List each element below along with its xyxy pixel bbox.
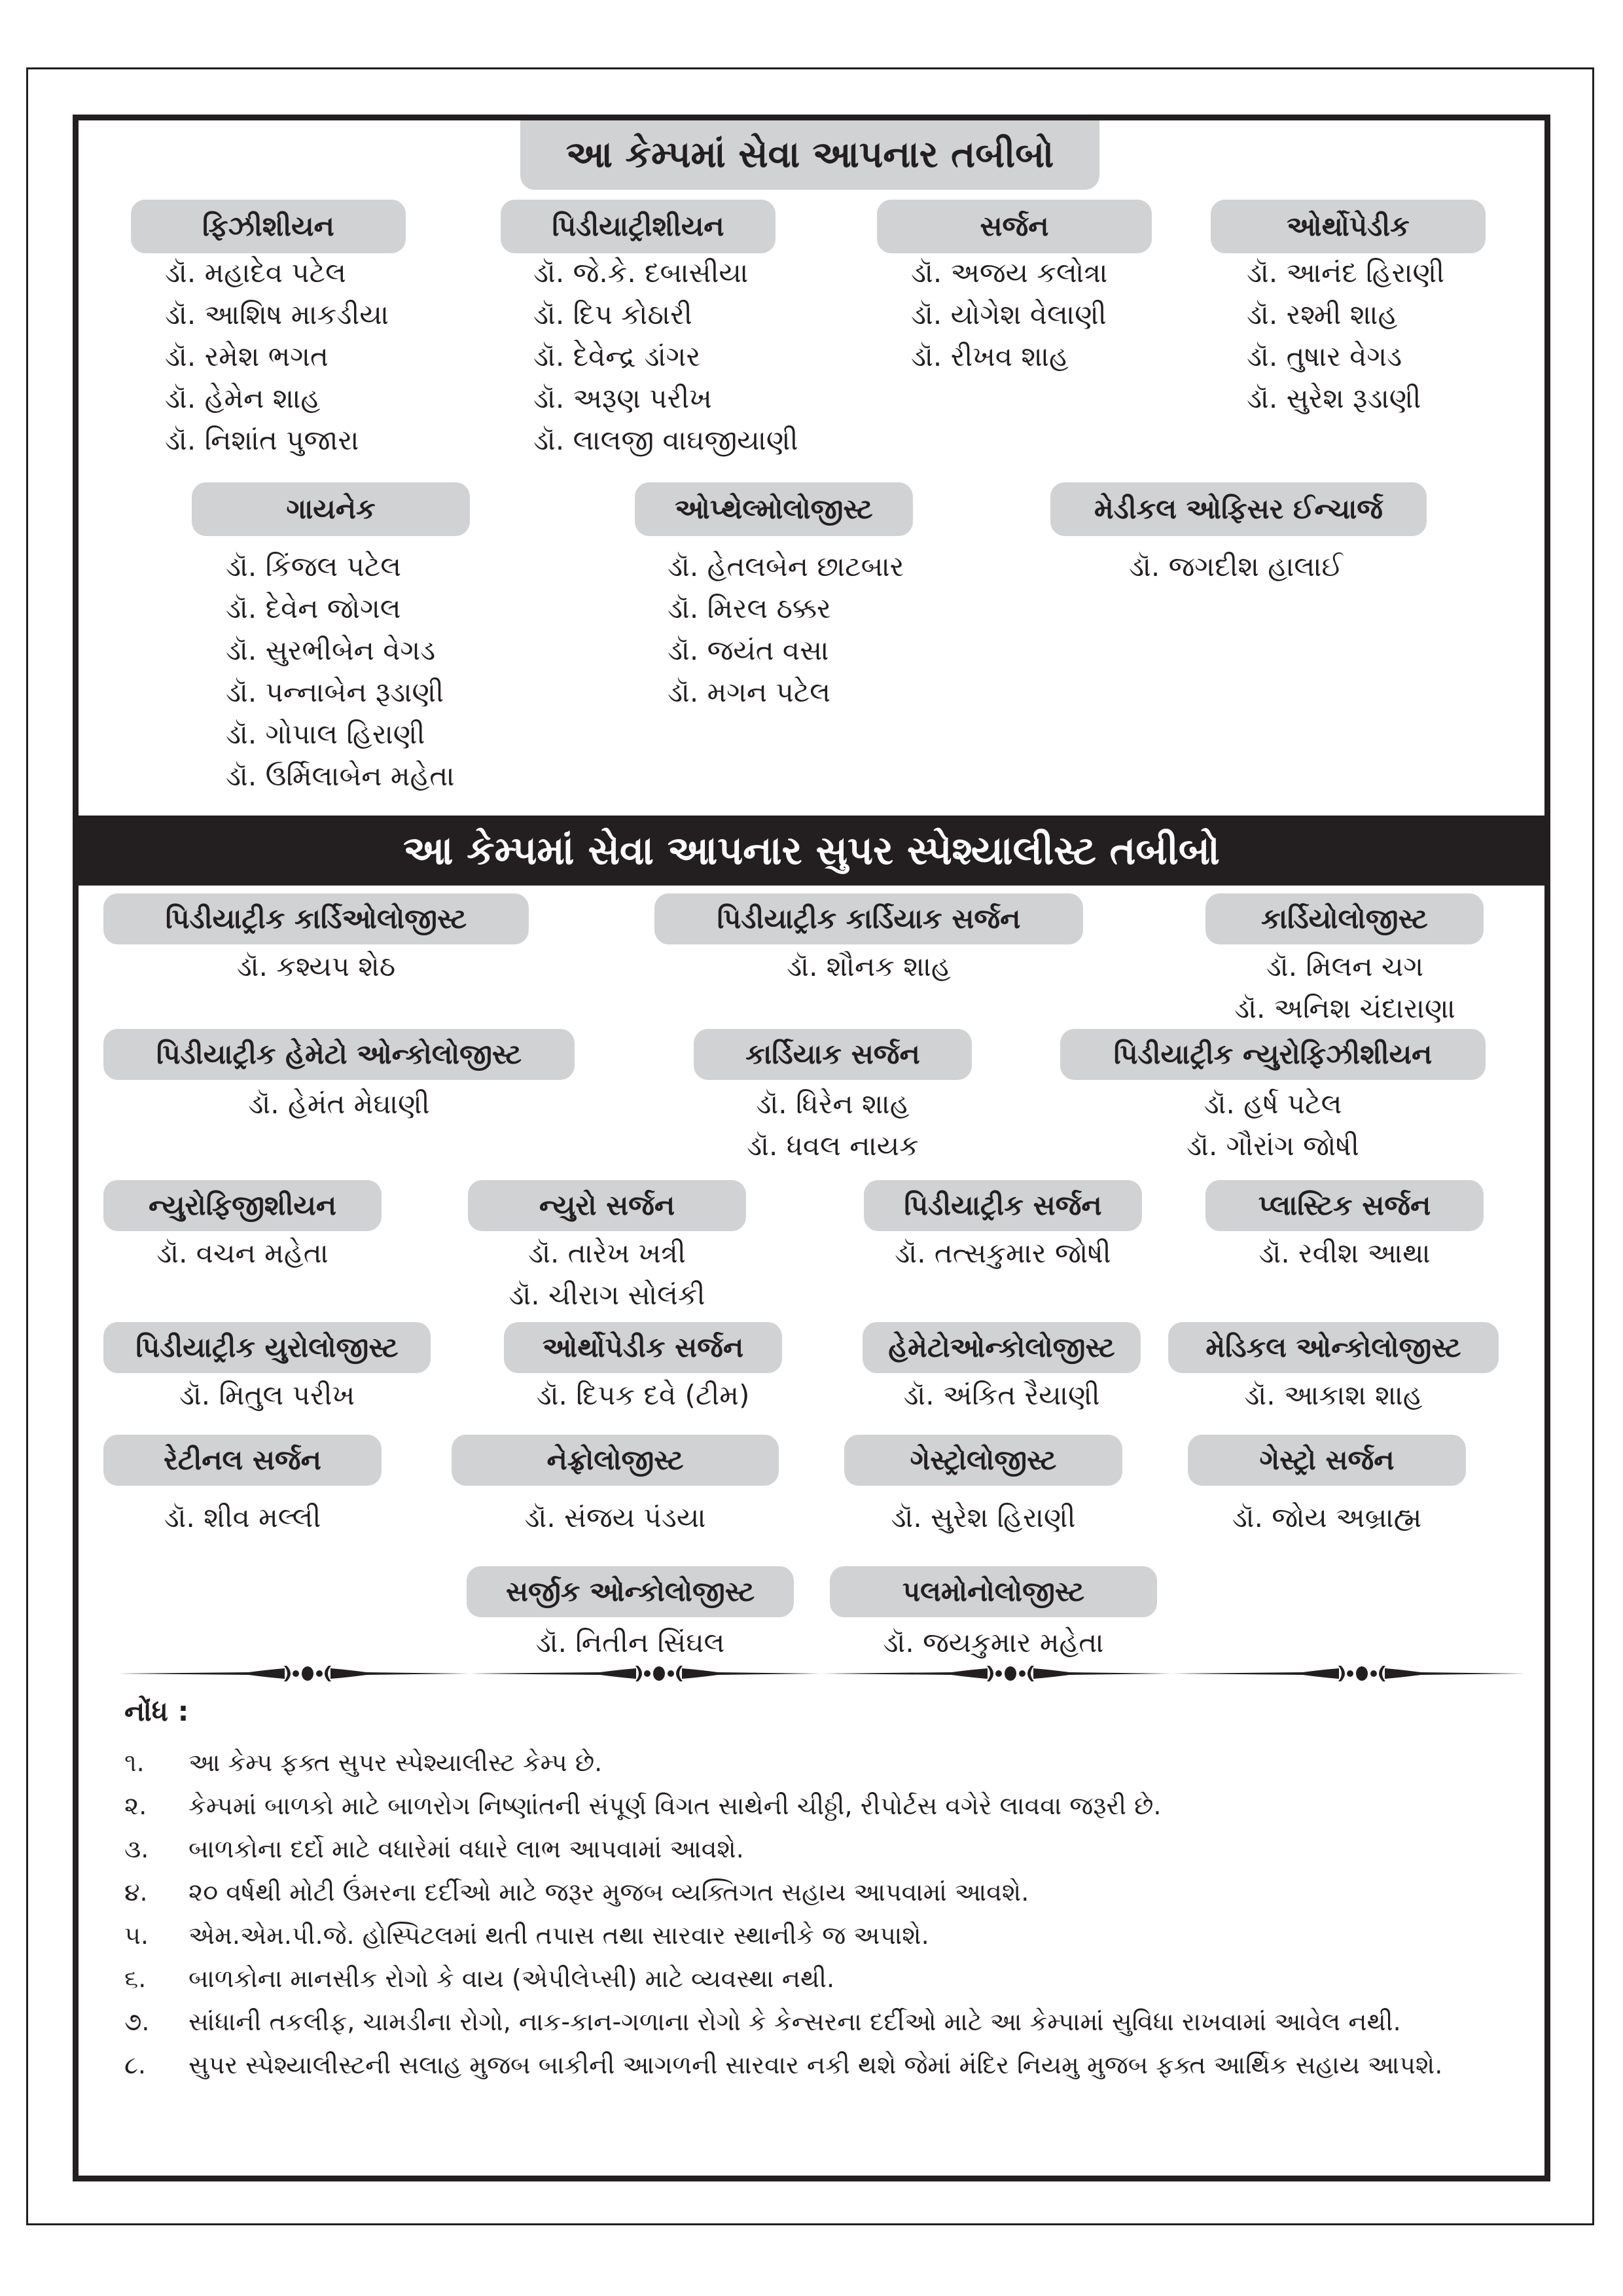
doctor-name: ડૉ. સંજય પંડયા: [524, 1501, 706, 1534]
note-number: ૩.: [124, 1835, 149, 1863]
category-header: કાર્ડિયાક સર્જન: [694, 1029, 972, 1080]
doctor-list: [654, 946, 1083, 988]
note-number: ૭.: [124, 2007, 150, 2036]
doctor-list: [452, 1497, 779, 1539]
doctor-name: ડૉ. દેવેન જોગલ: [226, 592, 401, 624]
doctor-name: ડૉ. ગોપાલ હિરાણી: [226, 718, 425, 750]
doctor-name: ડૉ. સુરેશ હિરાણી: [891, 1501, 1076, 1534]
doctor-name: ડૉ. મિતુલ પરીખ: [179, 1379, 355, 1411]
category-header: પિડીયાટ્રીક કાર્ડિઓલોજીસ્ટ: [103, 893, 529, 944]
note-text: કેમ્પમાં બાળકો માટે બાળરોગ નિષ્ણાંતની સંપૂર્ણ વિગત સાથેની ચીઠ્ઠી, રીપોર્ટસ વગેરે લાવવા જરૂરી છે.: [188, 1791, 1162, 1820]
note-item: [124, 2000, 1512, 2043]
doctor-list: [1060, 1083, 1486, 1167]
doctor-list: [533, 252, 798, 461]
category-header: સર્જન: [877, 200, 1152, 253]
category-header: ઓપ્થેલ્મોલોજીસ્ટ: [635, 482, 913, 536]
doctor-list: [491, 1374, 795, 1416]
doctor-name: ડૉ. જગદીશ હાલાઈ: [1129, 550, 1343, 583]
doctor-name: ડૉ. રીખવ શાહ: [911, 340, 1069, 372]
doctor-list: [103, 1497, 382, 1539]
doctor-list: [830, 1622, 1157, 1664]
doctor-name: ડૉ. હેમંત મેઘાણી: [248, 1088, 430, 1120]
doctor-name: ડૉ. મહાદેવ પટેલ: [165, 257, 346, 289]
note-number: ૪.: [124, 1878, 148, 1907]
doctor-list: [844, 1497, 1122, 1539]
note-number: ૧.: [124, 1748, 145, 1777]
doctor-name: ડૉ. તુષાર વેગડ: [1247, 340, 1402, 372]
doctor-list: [103, 946, 529, 988]
doctor-name: ડૉ. તત્સકુમાર જોષી: [895, 1237, 1111, 1269]
category-header: રેટીનલ સર્જન: [103, 1435, 382, 1486]
note-number: ૫.: [124, 1921, 149, 1950]
doctor-name: ડૉ. હેતલબેન છાટબાર: [668, 550, 904, 583]
doctor-name: ડૉ. ચીરાગ સોલંકી: [508, 1279, 705, 1311]
category-header: પિડીયાટ્રીશીયન: [501, 200, 776, 253]
doctor-list: [1168, 1374, 1499, 1416]
note-item: [124, 2043, 1512, 2087]
doctor-list: [863, 1374, 1141, 1416]
note-text: બાળકોના માનસીક રોગો કે વાય (એપીલેપ્સી) માટે વ્યવસ્થા નથી.: [188, 1964, 835, 1993]
category-header: પ્લાસ્ટિક સર્જન: [1205, 1180, 1484, 1231]
doctor-name: ડૉ. રશ્મી શાહ: [1247, 298, 1398, 331]
note-number: ૨.: [124, 1791, 147, 1820]
note-text: સુપર સ્પેશ્યાલીસ્ટની સલાહ મુજબ બાકીની આગળની સારવાર નકી થશે જેમાં મંદિર નિયમુ મુજબ ફક્ત આર્થિક સહાય આપશે.: [188, 2051, 1443, 2079]
category-header: નેફ્રોલોજીસ્ટ: [452, 1435, 779, 1486]
note-item: [124, 1914, 1512, 1957]
doctor-list: [1185, 946, 1505, 1030]
category-header: ગાયનેક: [192, 482, 470, 536]
doctor-name: ડૉ. હર્ષ પટેલ: [1204, 1088, 1342, 1120]
note-item: [124, 1827, 1512, 1871]
doctor-name: ડૉ. સુરભીબેન વેગડ: [226, 634, 436, 666]
doctor-name: ડૉ. જયંત વસા: [668, 634, 829, 666]
doctor-list: [911, 252, 1107, 378]
doctor-name: ડૉ. શીવ મલ્લી: [164, 1501, 321, 1534]
category-header: ગેસ્ટ્રો સર્જન: [1188, 1435, 1466, 1486]
doctor-name: ડૉ. દિપક દવે (ટીમ): [536, 1379, 750, 1411]
doctor-name: ડૉ. શૌનક શાહ: [787, 950, 951, 982]
ornament-segment: [118, 1666, 469, 1681]
doctor-list: [1205, 1232, 1484, 1274]
doctor-name: ડૉ. લાલજી વાઘજીયાણી: [533, 424, 798, 456]
page-title: આ કેમ્પમાં સેવા આપનાર તબીબો: [520, 120, 1099, 190]
ornament-segment: [821, 1666, 1172, 1681]
doctor-name: ડૉ. કશ્યપ શેઠ: [236, 950, 396, 982]
note-item: [124, 1741, 1512, 1784]
note-text: બાળકોના દર્દો માટે વધારેમાં વધારે લાભ આપવામાં આવશે.: [188, 1835, 744, 1863]
doctor-list: [103, 1374, 431, 1416]
super-specialist-banner: આ કેમ્પમાં સેવા આપનાર સુપર સ્પેશ્યાલીસ્ટ તબીબો: [79, 816, 1544, 886]
doctor-name: ડૉ. ધિરેન શાહ: [756, 1088, 910, 1120]
doctor-name: ડૉ. અજય કલોત્રા: [911, 257, 1108, 289]
doctor-name: ડૉ. દેવેન્દ્ર ડાંગર: [533, 340, 701, 372]
doctor-name: ડૉ. જોય અબ્રાહ્મ: [1232, 1501, 1422, 1534]
doctor-name: ડૉ. તારેખ ખત્રી: [528, 1237, 686, 1269]
doctor-name: ડૉ. મિલન ચગ: [1266, 950, 1424, 982]
category-header: ફિઝીશીયન: [131, 200, 406, 253]
note-item: [124, 1957, 1512, 2000]
doctor-name: ડૉ. આકાશ શાહ: [1244, 1379, 1423, 1411]
ornament-segment: [1172, 1666, 1525, 1681]
divider-segments: [118, 1666, 1525, 1681]
ornament-segment: [469, 1666, 821, 1681]
doctor-name: ડૉ. અનિશ ચંદારાણા: [1234, 992, 1455, 1024]
doctor-name: ડૉ. અંકિત રૈયાણી: [903, 1379, 1100, 1411]
note-text: આ કેમ્પ ફક્ત સુપર સ્પેશ્યાલીસ્ટ કેમ્પ છે.: [188, 1748, 603, 1777]
note-item: [124, 1871, 1512, 1914]
doctor-list: [681, 1083, 985, 1167]
category-header: સર્જીક ઓન્કોલોજીસ્ટ: [467, 1566, 794, 1617]
ornamental-divider: [118, 1662, 1525, 1685]
doctor-name: ડૉ. રવીશ આથા: [1258, 1237, 1431, 1269]
note-number: ૮.: [124, 2051, 146, 2079]
category-header: પિડીયાટ્રીક ન્યુરોફિઝીશીયન: [1060, 1029, 1486, 1080]
category-header: પિડીયાટ્રીક હેમેટો ઓન્કોલોજીસ્ટ: [103, 1029, 575, 1080]
doctor-list: [1129, 546, 1343, 588]
doctor-name: ડૉ. ગૌરાંગ જોષી: [1186, 1130, 1359, 1162]
doctor-list: [668, 546, 904, 713]
category-header: પલમોનોલોજીસ્ટ: [830, 1566, 1157, 1617]
doctor-list: [103, 1083, 575, 1125]
category-header: હેમેટોઓન્કોલોજીસ્ટ: [863, 1322, 1141, 1373]
category-header: મેડીકલ ઓફિસર ઈન્ચાર્જ: [1050, 482, 1427, 536]
doctor-list: [467, 1622, 794, 1664]
doctor-list: [1188, 1497, 1466, 1539]
note-text: ૨૦ વર્ષથી મોટી ઉંમરના દર્દીઓ માટે જરૂર મુજબ વ્યક્તિગત સહાય આપવામાં આવશે.: [188, 1878, 1029, 1907]
doctor-name: ડૉ. પન્નાબેન રૂડાણી: [226, 676, 444, 708]
notes-list: [124, 1741, 1512, 2087]
category-header: મેડિકલ ઓન્કોલોજીસ્ટ: [1168, 1322, 1499, 1373]
category-header: પિડીયાટ્રીક યુરોલોજીસ્ટ: [103, 1322, 431, 1373]
doctor-name: ડૉ. રમેશ ભગત: [165, 340, 329, 372]
doctor-name: ડૉ. સુરેશ રૂડાણી: [1247, 382, 1421, 414]
doctor-name: ડૉ. નિતીન સિંઘલ: [535, 1626, 725, 1659]
category-header: ગેસ્ટ્રોલોજીસ્ટ: [844, 1435, 1122, 1486]
category-header: પિડીયાટ્રીક કાર્ડિયાક સર્જન: [654, 893, 1083, 944]
doctor-name: ડૉ. વચન મહેતા: [156, 1237, 329, 1269]
doctor-name: ડૉ. જે.કે. દબાસીયા: [533, 257, 749, 289]
doctor-name: ડૉ. નિશાંત પુજારા: [165, 424, 359, 456]
doctor-name: ડૉ. જયકુમાર મહેતા: [883, 1626, 1104, 1659]
note-item: [124, 1784, 1512, 1827]
category-header: ઓર્થોપેડીક: [1211, 200, 1486, 253]
doctor-list: [103, 1232, 382, 1274]
note-text: સાંધાની તકલીફ, ચામડીના રોગો, નાક-કાન-ગળાના રોગો કે કેન્સરના દર્દીઓ માટે આ કેમ્પામાં સુવિધા રાખવામાં આવેલ નથી.: [188, 2007, 1401, 2036]
doctor-list: [1247, 252, 1444, 420]
doctor-name: ડૉ. આનંદ હિરાણી: [1247, 257, 1445, 289]
category-header: ન્યુરો સર્જન: [468, 1180, 746, 1231]
doctor-name: ડૉ. ઉર્મિલાબેન મહેતા: [226, 760, 455, 792]
doctor-name: ડૉ. ધવલ નાયક: [747, 1130, 919, 1162]
category-header: ઓર્થોપેડીક સર્જન: [504, 1322, 782, 1373]
note-number: ૬.: [124, 1964, 147, 1993]
doctor-name: ડૉ. મગન પટેલ: [668, 676, 831, 708]
doctor-name: ડૉ. કિંજલ પટેલ: [226, 550, 402, 583]
doctor-name: ડૉ. મિરલ ઠક્કર: [668, 592, 831, 624]
doctor-list: [458, 1232, 756, 1316]
doctor-list: [165, 252, 389, 461]
doctor-name: ડૉ. અરૂણ પરીખ: [533, 382, 712, 414]
doctor-list: [226, 546, 455, 797]
doctor-list: [851, 1232, 1155, 1274]
notes-title: નોંધ :: [124, 1695, 189, 1727]
note-text: એમ.એમ.પી.જે. હોસ્પિટલમાં થતી તપાસ તથા સારવાર સ્થાનીકે જ અપાશે.: [188, 1921, 929, 1950]
doctor-name: ડૉ. યોગેશ વેલાણી: [911, 298, 1107, 331]
category-header: પિડીયાટ્રીક સર્જન: [864, 1180, 1142, 1231]
doctor-name: ડૉ. હેમેન શાહ: [165, 382, 321, 414]
category-header: કાર્ડિયોલોજીસ્ટ: [1205, 893, 1484, 944]
doctor-name: ડૉ. દિપ કોઠારી: [533, 298, 692, 331]
category-header: ન્યુરોફિજીશીયન: [103, 1180, 382, 1231]
doctor-name: ડૉ. આશિષ માકડીયા: [165, 298, 389, 331]
